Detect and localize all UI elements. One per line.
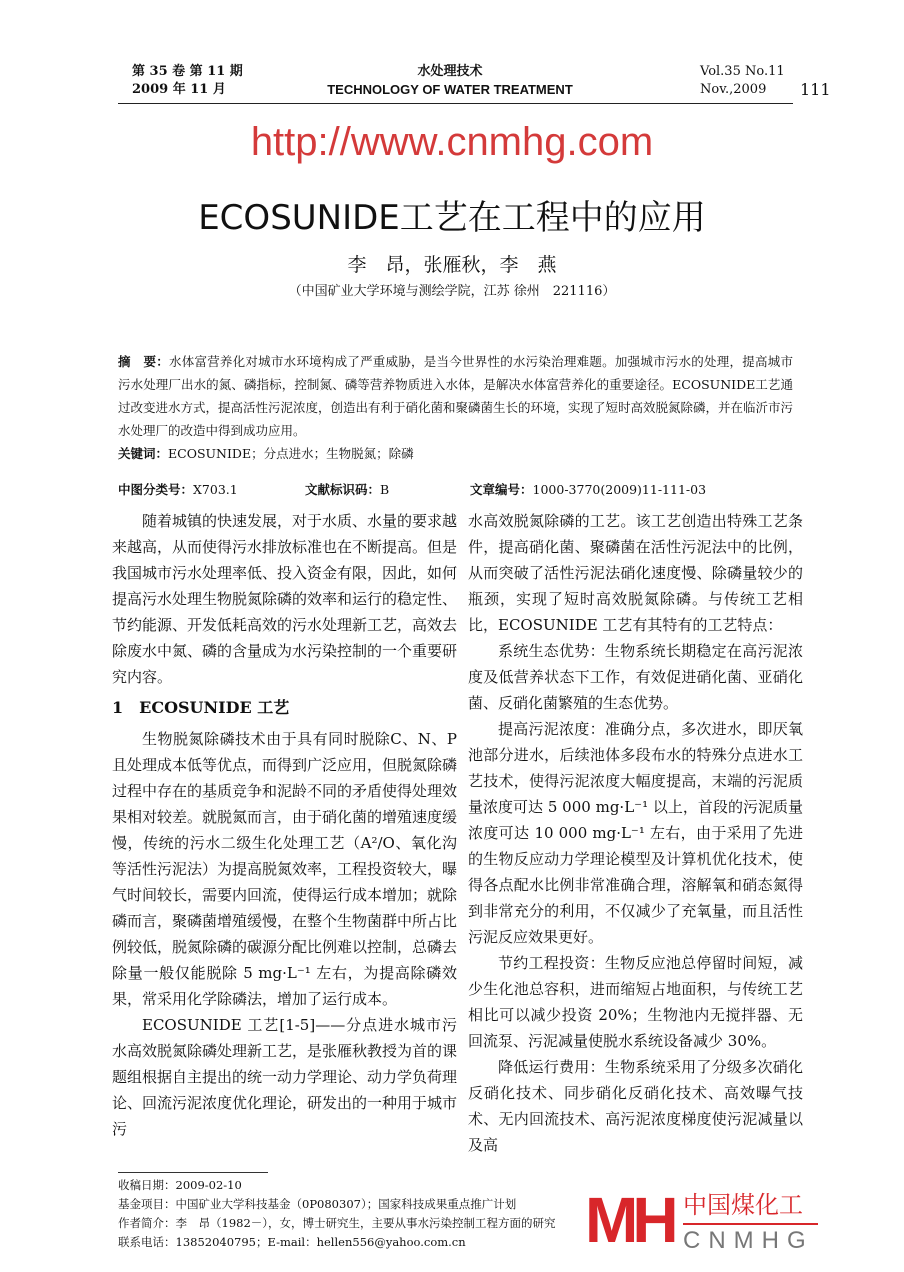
left-column — [112, 508, 457, 1142]
page-number: 111 — [800, 80, 831, 99]
footnote-rule — [118, 1172, 268, 1173]
doc-label: 文献标识码： — [305, 482, 381, 497]
header-center — [300, 63, 600, 99]
funding: 基金项目：中国矿业大学科技基金（0P080307）；国家科技成果重点推广计划 — [118, 1197, 517, 1211]
abstract — [118, 350, 793, 465]
paragraph: 提高污泥浓度：准确分点，多次进水，即厌氧池部分进水，后续池体多段布水的特殊分点进水工艺技术，使得污泥浓度大幅度提高，末端的污泥质量浓度可达 5 000 mg·L⁻¹ 以上，首段的污泥质量浓度可达 10 000 mg·L⁻¹ 左右，由于采用了先进的生物反应动力学理论模型及计算机优化技术，使得各点配水比例非常准确合理，溶解氧和硝态氮得到非常充分的利用，不仅减少了充氧量，而且活性污泥反应效果更好。 — [468, 720, 803, 946]
volume-en: Vol.35 No.11 — [700, 64, 785, 79]
paragraph: 系统生态优势：生物系统长期稳定在高污泥浓度及低营养状态下工作，有效促进硝化菌、亚硝化菌、反硝化菌繁殖的生态优势。 — [468, 642, 803, 712]
paper-title: ECOSUNIDE工艺在工程中的应用 — [198, 198, 706, 238]
date-en: Nov.,2009 — [700, 82, 767, 97]
affiliation: （中国矿业大学环境与测绘学院，江苏 徐州 221116） — [288, 284, 616, 299]
section-heading: 1 ECOSUNIDE 工艺 — [112, 698, 290, 717]
abstract-label: 摘 要： — [118, 354, 169, 369]
paragraph: 随着城镇的快速发展，对于水质、水量的要求越来越高，从而使得污水排放标准也在不断提高。但是我国城市污水处理率低、投入资金有限，因此，如何提高污水处理生物脱氮除磷的效率和运行的稳定性、节约能源、开发低耗高效的污水处理新工艺，高效去除废水中氮、磷的含量成为水污染控制的一个重要研究内容。 — [112, 512, 458, 686]
journal-cn: 水处理技术 — [417, 64, 483, 79]
watermark: http://www.cnmhg.com — [250, 120, 654, 164]
clc-value: X703.1 — [193, 482, 238, 497]
received-date: 收稿日期：2009-02-10 — [118, 1178, 242, 1192]
right-column — [468, 508, 803, 1158]
logo-divider — [683, 1223, 818, 1225]
doc-value: B — [380, 482, 390, 497]
volume-cn: 第 35 卷 第 11 期 — [132, 64, 243, 79]
doc-code — [305, 480, 389, 498]
clc-code — [118, 480, 238, 498]
clc-label: 中图分类号： — [118, 482, 194, 497]
header-rule — [118, 103, 793, 104]
contact: 联系电话：13852040795；E-mail：hellen556@yahoo.com.cn — [118, 1235, 466, 1249]
header-right — [700, 63, 785, 99]
paragraph: ECOSUNIDE 工艺[1-5]——分点进水城市污水高效脱氮除磷处理新工艺，是张雁秋教授为首的课题组根据自主提出的统一动力学理论、动力学负荷理论、回流污泥浓度优化理论，研发出的一种用于城市污 — [112, 1016, 458, 1138]
keywords: ECOSUNIDE；分点进水；生物脱氮；除磷 — [168, 446, 414, 461]
authors: 李 昂，张雁秋，李 燕 — [347, 254, 557, 276]
article-label: 文章编号： — [470, 482, 533, 497]
journal-en: TECHNOLOGY OF WATER TREATMENT — [327, 82, 573, 97]
article-number — [470, 480, 706, 498]
article-value: 1000-3770(2009)11-111-03 — [532, 482, 707, 497]
paragraph: 降低运行费用：生物系统采用了分级多次硝化反硝化技术、同步硝化反硝化技术、高效曝气技术、无内回流技术、高污泥浓度梯度使污泥减量以及高 — [468, 1058, 803, 1154]
paragraph: 生物脱氮除磷技术由于具有同时脱除C、N、P且处理成本低等优点，而得到广泛应用，但脱氮除磷过程中存在的基质竞争和泥龄不同的矛盾使得处理效果相对较差。就脱氮而言，由于硝化菌的增殖速度缓慢，传统的污水二级生化处理工艺（A²/O、氧化沟等活性污泥法）为提高脱氮效率，工程投资较大，曝气时间较长，需要内回流，使得运行成本增加；就除磷而言，聚磷菌增殖缓慢，在整个生物菌群中所占比例较低，脱氮除磷的碳源分配比例难以控制，总磷去除量一般仅能脱除 5 mg·L⁻¹ 左右，为提高除磷效果，常采用化学除磷法，增加了运行成本。 — [112, 730, 458, 1008]
logo-en: CNMHG — [683, 1227, 814, 1254]
paragraph: 节约工程投资：生物反应池总停留时间短，减少生化池总容积，进而缩短占地面积，与传统工艺相比可以减少投资 20%；生物池内无搅拌器、无回流泵、污泥减量使脱水系统设备减少 30%。 — [468, 954, 803, 1050]
author-bio: 作者简介：李 昂（1982－），女，博士研究生，主要从事水污染控制工程方面的研究 — [118, 1216, 556, 1230]
date-cn: 2009 年 11 月 — [132, 82, 226, 97]
logo-cn: 中国煤化工 — [683, 1191, 803, 1219]
footnotes — [118, 1176, 556, 1252]
cnmhg-logo — [585, 1184, 825, 1260]
paragraph: 水高效脱氮除磷的工艺。该工艺创造出特殊工艺条件，提高硝化菌、聚磷菌在活性污泥法中的比例，从而突破了活性污泥法硝化速度慢、除磷量较少的瓶颈，实现了短时高效脱氮除磷。与传统工艺相比，ECOSUNIDE 工艺有其特有的工艺特点： — [468, 512, 803, 634]
header-left — [132, 63, 243, 99]
logo-mark: MH — [585, 1184, 673, 1256]
abstract-text: 水体富营养化对城市水环境构成了严重威胁，是当今世界性的水污染治理难题。加强城市污水的处理，提高城市污水处理厂出水的氮、磷指标，控制氮、磷等营养物质进入水体，是解决水体富营养化的重要途径。ECOSUNIDE工艺通过改变进水方式，提高活性污泥浓度，创造出有利于硝化菌和聚磷菌生长的环境，实现了短时高效脱氮除磷，并在临沂市污水处理厂的改造中得到成功应用。 — [118, 354, 794, 438]
keywords-label: 关键词： — [118, 446, 169, 461]
